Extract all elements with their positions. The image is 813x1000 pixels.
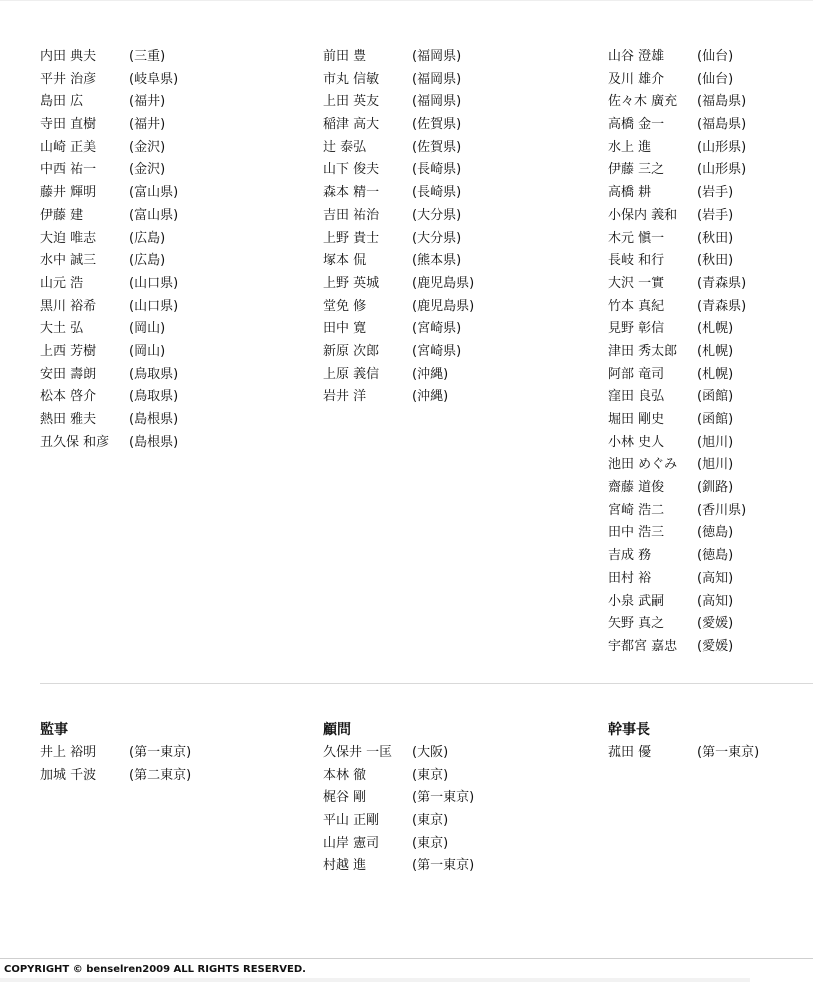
list-item — [608, 432, 746, 455]
member-name: 小泉 武嗣 — [608, 593, 665, 609]
member-region: (東京) — [412, 835, 449, 851]
copyright-text: COPYRIGHT © benselren2009 ALL RIGHTS RESERVED. — [4, 964, 306, 975]
list-item — [323, 833, 474, 856]
member-name: 水中 誠三 — [40, 253, 97, 269]
member-region: (徳島) — [697, 548, 734, 564]
member-region: (福井) — [129, 94, 166, 110]
member-region: (熊本県) — [412, 253, 462, 269]
member-name: 上原 義信 — [323, 366, 380, 382]
member-name: 熱田 雅夫 — [40, 412, 97, 427]
member-region: (第二東京) — [129, 767, 192, 783]
member-region: (旭川) — [697, 434, 734, 450]
secretary-general-column — [608, 718, 759, 765]
member-name: 加城 千波 — [40, 767, 97, 783]
list-item — [608, 341, 746, 364]
member-region: (徳島) — [697, 525, 734, 541]
member-name: 阿部 竜司 — [608, 366, 665, 382]
member-name: 大迫 唯志 — [40, 230, 97, 246]
member-name: 池田 めぐみ — [608, 457, 678, 473]
member-region: (福島県) — [697, 94, 747, 110]
list-item — [608, 454, 746, 477]
list-item — [40, 182, 178, 205]
member-name: 見野 彰信 — [608, 321, 665, 337]
member-region: (第一東京) — [412, 858, 475, 874]
member-name: 大沢 一實 — [608, 275, 665, 291]
member-region: (東京) — [412, 767, 449, 783]
member-region: (広島) — [129, 253, 166, 269]
member-region: (長崎県) — [412, 162, 462, 178]
member-region: (山口県) — [129, 275, 179, 291]
member-name: 吉田 祐治 — [323, 207, 380, 223]
list-item — [40, 341, 178, 364]
list-item — [40, 409, 178, 432]
list-item — [40, 386, 178, 409]
member-region: (富山県) — [129, 185, 179, 201]
member-name: 稲津 高大 — [323, 117, 380, 133]
section-divider — [40, 683, 813, 684]
list-item — [608, 409, 746, 432]
member-region: (札幌) — [697, 343, 734, 359]
member-name: 寺田 直樹 — [40, 117, 97, 133]
list-item — [608, 205, 746, 228]
member-name: 窪田 良弘 — [608, 389, 665, 405]
member-region: (鹿児島県) — [412, 298, 475, 314]
member-region: (岡山) — [129, 321, 166, 337]
member-name: 木元 愼一 — [608, 230, 665, 246]
member-region: (函館) — [697, 389, 734, 405]
list-item — [608, 137, 746, 160]
member-name: 井上 裕明 — [40, 745, 97, 760]
member-name: 伊藤 三之 — [608, 162, 665, 178]
member-name: 山元 浩 — [40, 275, 84, 291]
list-item — [608, 613, 746, 636]
list-item — [323, 250, 474, 273]
member-name: 上西 芳樹 — [40, 343, 97, 359]
list-item — [40, 432, 178, 455]
member-region: (山口県) — [129, 298, 179, 314]
member-region: (富山県) — [129, 207, 179, 223]
member-region: (岡山) — [129, 343, 166, 359]
member-region: (愛媛) — [697, 638, 734, 654]
list-item — [608, 46, 746, 69]
list-item — [40, 205, 178, 228]
member-region: (札幌) — [697, 321, 734, 337]
member-column-1 — [40, 46, 178, 454]
advisors-column — [323, 718, 474, 878]
member-name: 竹本 真紀 — [608, 298, 665, 314]
list-item — [608, 364, 746, 387]
list-item — [323, 341, 474, 364]
member-region: (三重) — [129, 49, 166, 64]
member-region: (金沢) — [129, 139, 166, 155]
auditors-list — [40, 742, 191, 787]
list-item — [608, 500, 746, 523]
member-name: 小保内 義和 — [608, 207, 678, 223]
member-name: 高橋 耕 — [608, 185, 652, 201]
member-region: (長崎県) — [412, 185, 462, 201]
member-region: (釧路) — [697, 480, 734, 496]
member-region: (大分県) — [412, 230, 462, 246]
member-name: 平山 正剛 — [323, 813, 380, 829]
member-region: (広島) — [129, 230, 166, 246]
member-name: 吉成 務 — [608, 548, 652, 564]
list-item — [608, 386, 746, 409]
member-name: 大土 弘 — [40, 321, 84, 337]
auditors-heading: 監事 — [40, 722, 68, 738]
list-item — [608, 114, 746, 137]
list-item — [323, 137, 474, 160]
member-name: 津田 秀太郎 — [608, 343, 678, 359]
member-name: 本林 徹 — [323, 767, 367, 783]
list-item — [608, 568, 746, 591]
auditors-column — [40, 718, 191, 787]
list-item — [323, 855, 474, 878]
list-item — [40, 318, 178, 341]
member-name: 平井 治彦 — [40, 71, 97, 87]
member-region: (函館) — [697, 412, 734, 427]
list-item — [323, 114, 474, 137]
member-name: 森本 精一 — [323, 185, 380, 201]
member-name: 島田 広 — [40, 94, 84, 110]
top-edge-line — [0, 0, 813, 1]
list-item — [40, 228, 178, 251]
member-name: 村越 進 — [323, 858, 367, 874]
list-item — [40, 742, 191, 765]
list-item — [323, 205, 474, 228]
member-name: 宇都宮 嘉忠 — [608, 638, 678, 654]
list-item — [40, 273, 178, 296]
list-item — [608, 636, 746, 659]
secretary-general-heading: 幹事長 — [608, 722, 650, 738]
member-region: (山形県) — [697, 162, 747, 178]
member-name: 上野 英城 — [323, 275, 380, 291]
member-name: 佐々木 廣充 — [608, 94, 678, 110]
member-region: (島根県) — [129, 412, 179, 427]
member-region: (高知) — [697, 593, 734, 609]
list-item — [608, 228, 746, 251]
member-name: 矢野 真之 — [608, 616, 665, 632]
list-item — [40, 296, 178, 319]
list-item — [40, 364, 178, 387]
member-name: 梶谷 剛 — [323, 790, 367, 806]
list-item — [323, 810, 474, 833]
member-column-2 — [323, 46, 474, 409]
advisors-list — [323, 742, 474, 878]
member-region: (金沢) — [129, 162, 166, 178]
member-column-3 — [608, 46, 746, 659]
member-region: (旭川) — [697, 457, 734, 473]
list-item — [608, 69, 746, 92]
member-name: 岩井 洋 — [323, 389, 367, 405]
member-name: 市丸 信敏 — [323, 71, 380, 87]
member-name: 久保井 一匡 — [323, 745, 393, 760]
member-region: (青森県) — [697, 275, 747, 291]
member-name: 田中 浩三 — [608, 525, 665, 541]
advisors-heading: 顧問 — [323, 722, 351, 738]
footer-shadow — [0, 978, 750, 982]
list-item — [40, 69, 178, 92]
member-region: (福岡県) — [412, 49, 462, 64]
member-region: (第一東京) — [412, 790, 475, 806]
member-name: 伊藤 建 — [40, 207, 84, 223]
member-name: 堀田 剛史 — [608, 412, 665, 427]
member-name: 高橋 金一 — [608, 117, 665, 133]
member-name: 前田 豊 — [323, 49, 367, 64]
list-item — [40, 114, 178, 137]
list-item — [608, 91, 746, 114]
list-item — [323, 182, 474, 205]
member-region: (島根県) — [129, 434, 179, 450]
list-item — [323, 273, 474, 296]
member-region: (福島県) — [697, 117, 747, 133]
member-name: 上野 貴士 — [323, 230, 380, 246]
list-item — [40, 159, 178, 182]
member-region: (鳥取県) — [129, 389, 179, 405]
member-name: 堂免 修 — [323, 298, 367, 314]
list-item — [323, 69, 474, 92]
member-region: (東京) — [412, 813, 449, 829]
member-name: 松本 啓介 — [40, 389, 97, 405]
member-name: 新原 次郎 — [323, 343, 380, 359]
member-region: (大分県) — [412, 207, 462, 223]
member-region: (第一東京) — [697, 745, 760, 760]
list-item — [608, 591, 746, 614]
member-name: 及川 雄介 — [608, 71, 665, 87]
list-item — [40, 765, 191, 788]
list-item — [40, 137, 178, 160]
list-item — [608, 250, 746, 273]
list-item — [40, 46, 178, 69]
member-region: (宮崎県) — [412, 321, 462, 337]
member-region: (山形県) — [697, 139, 747, 155]
member-name: 菰田 優 — [608, 745, 652, 760]
member-region: (青森県) — [697, 298, 747, 314]
list-item — [323, 765, 474, 788]
member-region: (岩手) — [697, 185, 734, 201]
list-item — [608, 318, 746, 341]
member-region: (佐賀県) — [412, 117, 462, 133]
member-region: (仙台) — [697, 71, 734, 87]
member-region: (第一東京) — [129, 745, 192, 760]
list-item — [608, 296, 746, 319]
member-region: (鳥取県) — [129, 366, 179, 382]
list-item — [608, 273, 746, 296]
member-name: 田中 寛 — [323, 321, 367, 337]
secretary-general-list — [608, 742, 759, 765]
member-name: 安田 壽朗 — [40, 366, 97, 382]
member-region: (秋田) — [697, 230, 734, 246]
list-item — [608, 477, 746, 500]
member-region: (宮崎県) — [412, 343, 462, 359]
member-region: (沖縄) — [412, 389, 449, 405]
list-item — [608, 522, 746, 545]
member-region: (大阪) — [412, 745, 449, 760]
list-item — [323, 228, 474, 251]
member-name: 山岸 憲司 — [323, 835, 380, 851]
member-region: (岩手) — [697, 207, 734, 223]
member-name: 藤井 輝明 — [40, 185, 97, 201]
member-name: 辻 泰弘 — [323, 139, 367, 155]
member-name: 黒川 裕希 — [40, 298, 97, 314]
member-name: 塚本 侃 — [323, 253, 367, 269]
list-item — [323, 318, 474, 341]
member-name: 長岐 和行 — [608, 253, 665, 269]
list-item — [40, 91, 178, 114]
list-item — [323, 742, 474, 765]
member-name: 内田 典夫 — [40, 49, 97, 64]
member-name: 上田 英友 — [323, 94, 380, 110]
member-name: 田村 裕 — [608, 570, 652, 586]
member-region: (仙台) — [697, 49, 734, 64]
member-name: 山下 俊夫 — [323, 162, 380, 178]
list-item — [323, 91, 474, 114]
member-region: (秋田) — [697, 253, 734, 269]
member-region: (札幌) — [697, 366, 734, 382]
list-item — [323, 787, 474, 810]
member-region: (福井) — [129, 117, 166, 133]
member-region: (鹿児島県) — [412, 275, 475, 291]
member-name: 水上 進 — [608, 139, 652, 155]
member-region: (福岡県) — [412, 71, 462, 87]
footer-divider — [0, 958, 813, 959]
list-item — [608, 182, 746, 205]
member-region: (沖縄) — [412, 366, 449, 382]
member-name: 山谷 澄雄 — [608, 49, 665, 64]
member-region: (香川県) — [697, 502, 747, 518]
member-region: (高知) — [697, 570, 734, 586]
member-name: 山崎 正美 — [40, 139, 97, 155]
list-item — [323, 46, 474, 69]
member-name: 宮崎 浩二 — [608, 502, 665, 518]
member-name: 小林 史人 — [608, 434, 665, 450]
member-name: 丑久保 和彦 — [40, 434, 110, 450]
list-item — [323, 159, 474, 182]
member-region: (岐阜県) — [129, 71, 179, 87]
list-item — [323, 364, 474, 387]
member-name: 中西 祐一 — [40, 162, 97, 178]
list-item — [323, 296, 474, 319]
member-region: (愛媛) — [697, 616, 734, 632]
list-item — [40, 250, 178, 273]
member-name: 齋藤 道俊 — [608, 480, 665, 496]
member-region: (福岡県) — [412, 94, 462, 110]
list-item — [608, 545, 746, 568]
list-item — [608, 159, 746, 182]
list-item — [608, 742, 759, 765]
list-item — [323, 386, 474, 409]
member-region: (佐賀県) — [412, 139, 462, 155]
